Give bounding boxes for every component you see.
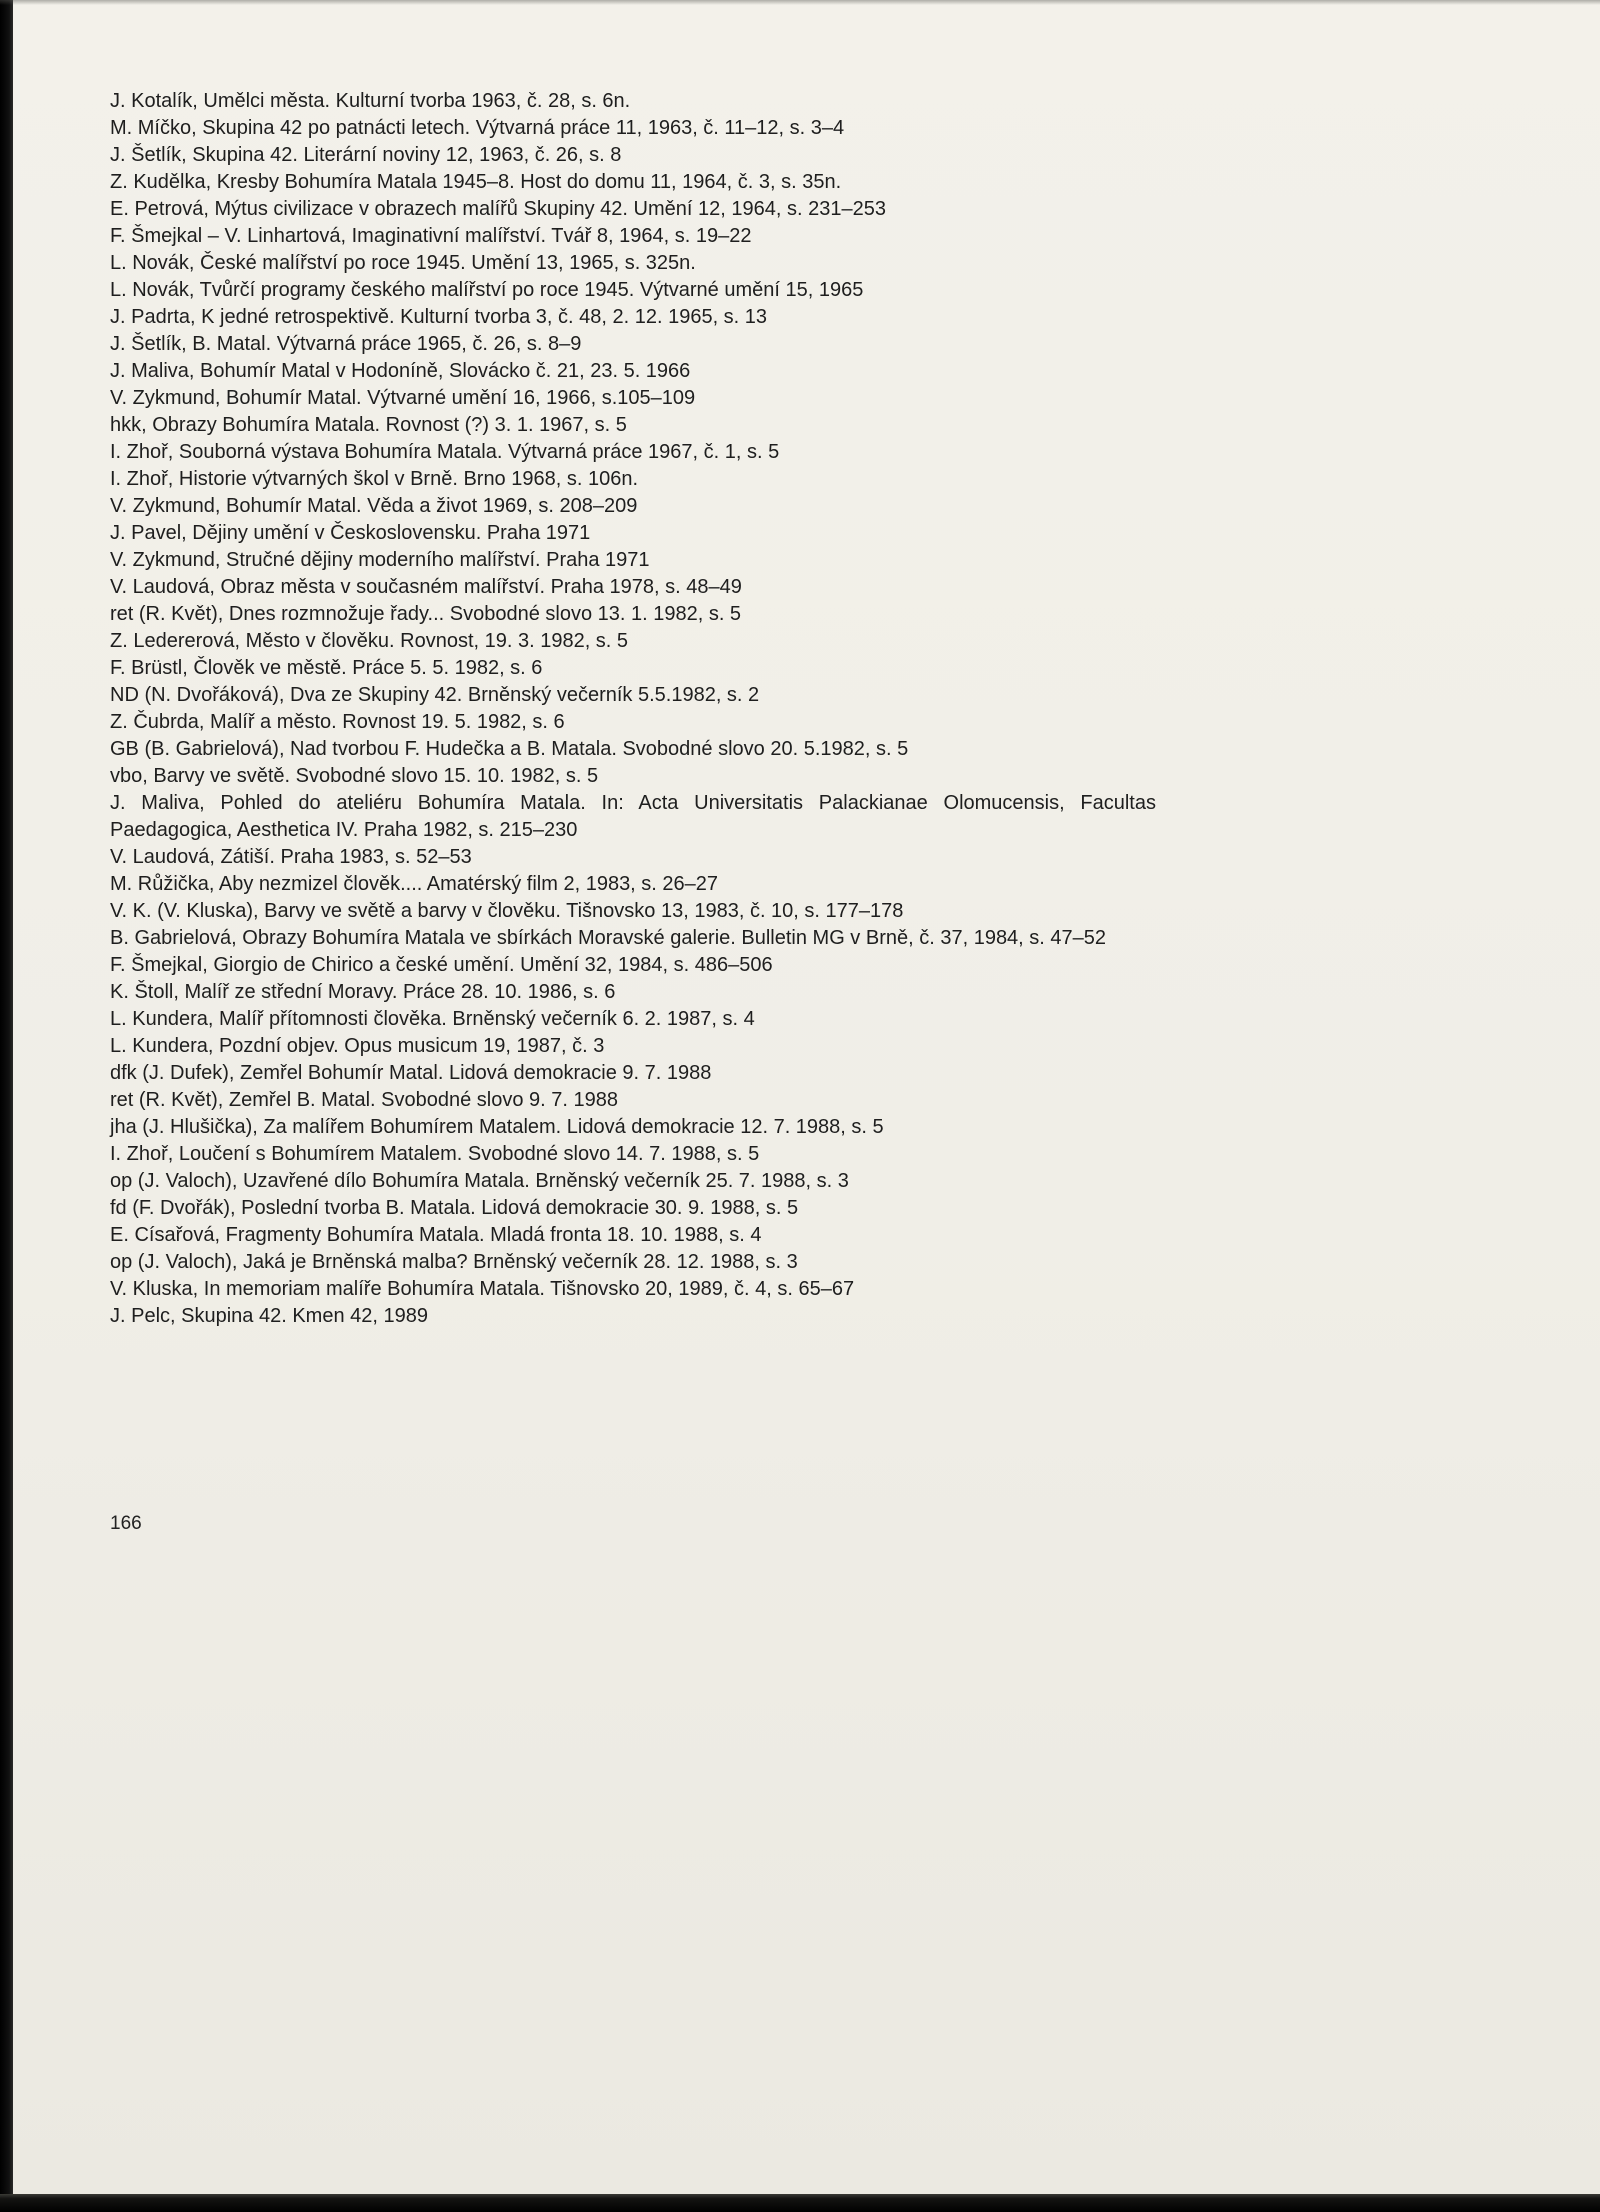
bibliography-entry: J. Padrta, K jedné retrospektivě. Kulturní tvorba 3, č. 48, 2. 12. 1965, s. 13 xyxy=(110,306,768,328)
bibliography-entry: M. Míčko, Skupina 42 po patnácti letech. Výtvarná práce 11, 1963, č. 11–12, s. 3–4 xyxy=(110,117,845,139)
bibliography-entry: I. Zhoř, Historie výtvarných škol v Brně. Brno 1968, s. 106n. xyxy=(110,468,639,490)
bibliography-entry: E. Petrová, Mýtus civilizace v obrazech malířů Skupiny 42. Umění 12, 1964, s. 231–253 xyxy=(110,198,886,220)
bibliography-entry: I. Zhoř, Souborná výstava Bohumíra Matala. Výtvarná práce 1967, č. 1, s. 5 xyxy=(110,441,780,463)
bibliography-entry: E. Císařová, Fragmenty Bohumíra Matala. Mladá fronta 18. 10. 1988, s. 4 xyxy=(110,1224,762,1246)
bibliography-entry: V. K. (V. Kluska), Barvy ve světě a barvy v člověku. Tišnovsko 13, 1983, č. 10, s. 177–178 xyxy=(110,900,904,922)
bibliography-entry: jha (J. Hlušička), Za malířem Bohumírem Matalem. Lidová demokracie 12. 7. 1988, s. 5 xyxy=(110,1116,884,1138)
scan-edge-top xyxy=(0,0,1600,5)
bibliography-entry: M. Růžička, Aby nezmizel člověk.... Amatérský film 2, 1983, s. 26–27 xyxy=(110,873,719,895)
bibliography-entry: op (J. Valoch), Jaká je Brněnská malba? Brněnský večerník 28. 12. 1988, s. 3 xyxy=(110,1251,798,1273)
bibliography-entry: J. Šetlík, B. Matal. Výtvarná práce 1965, č. 26, s. 8–9 xyxy=(110,333,582,355)
bibliography-entry: I. Zhoř, Loučení s Bohumírem Matalem. Svobodné slovo 14. 7. 1988, s. 5 xyxy=(110,1143,760,1165)
scan-edge-bottom xyxy=(0,2194,1600,2212)
bibliography-entry: hkk, Obrazy Bohumíra Matala. Rovnost (?) 3. 1. 1967, s. 5 xyxy=(110,414,627,436)
bibliography-entry: F. Brüstl, Člověk ve městě. Práce 5. 5. 1982, s. 6 xyxy=(110,657,543,679)
bibliography-entry: J. Šetlík, Skupina 42. Literární noviny 12, 1963, č. 26, s. 8 xyxy=(110,144,622,166)
scan-edge-left xyxy=(0,0,13,2212)
bibliography-entry: J. Maliva, Pohled do ateliéru Bohumíra Matala. In: Acta Universitatis Palackianae Olomucensis, Facultas Paedagogica, Aesthetica IV. Praha 1982, s. 215–230 xyxy=(110,792,1156,841)
bibliography-entry: J. Pelc, Skupina 42. Kmen 42, 1989 xyxy=(110,1305,428,1327)
bibliography-entry: L. Novák, České malířství po roce 1945. Umění 13, 1965, s. 325n. xyxy=(110,252,696,274)
bibliography-entry: V. Zykmund, Bohumír Matal. Věda a život 1969, s. 208–209 xyxy=(110,495,638,517)
bibliography-entry: Z. Čubrda, Malíř a město. Rovnost 19. 5. 1982, s. 6 xyxy=(110,711,565,733)
bibliography-entry: J. Kotalík, Umělci města. Kulturní tvorba 1963, č. 28, s. 6n. xyxy=(110,90,631,112)
bibliography-entry: ND (N. Dvořáková), Dva ze Skupiny 42. Brněnský večerník 5.5.1982, s. 2 xyxy=(110,684,760,706)
bibliography-entry: V. Laudová, Obraz města v současném malířství. Praha 1978, s. 48–49 xyxy=(110,576,742,598)
bibliography-entry: F. Šmejkal, Giorgio de Chirico a české umění. Umění 32, 1984, s. 486–506 xyxy=(110,954,773,976)
bibliography-entry: fd (F. Dvořák), Poslední tvorba B. Matala. Lidová demokracie 30. 9. 1988, s. 5 xyxy=(110,1197,799,1219)
bibliography-entry: L. Novák, Tvůrčí programy českého malířství po roce 1945. Výtvarné umění 15, 1965 xyxy=(110,279,864,301)
bibliography-entry: K. Štoll, Malíř ze střední Moravy. Práce 28. 10. 1986, s. 6 xyxy=(110,981,616,1003)
bibliography-entry: dfk (J. Dufek), Zemřel Bohumír Matal. Lidová demokracie 9. 7. 1988 xyxy=(110,1062,712,1084)
bibliography-entry: ret (R. Květ), Dnes rozmnožuje řady... Svobodné slovo 13. 1. 1982, s. 5 xyxy=(110,603,742,625)
bibliography-entry: J. Maliva, Bohumír Matal v Hodoníně, Slovácko č. 21, 23. 5. 1966 xyxy=(110,360,691,382)
bibliography-entry: ret (R. Květ), Zemřel B. Matal. Svobodné slovo 9. 7. 1988 xyxy=(110,1089,619,1111)
bibliography-entry: V. Zykmund, Stručné dějiny moderního malířství. Praha 1971 xyxy=(110,549,650,571)
bibliography-entry: V. Zykmund, Bohumír Matal. Výtvarné umění 16, 1966, s.105–109 xyxy=(110,387,696,409)
bibliography-list xyxy=(110,88,1156,1330)
bibliography-entry: B. Gabrielová, Obrazy Bohumíra Matala ve sbírkách Moravské galerie. Bulletin MG v Brně, č. 37, 1984, s. 47–52 xyxy=(110,927,1107,949)
bibliography-entry: Z. Ledererová, Město v člověku. Rovnost, 19. 3. 1982, s. 5 xyxy=(110,630,629,652)
bibliography-entry: F. Šmejkal – V. Linhartová, Imaginativní malířství. Tvář 8, 1964, s. 19–22 xyxy=(110,225,752,247)
bibliography-entry: L. Kundera, Pozdní objev. Opus musicum 19, 1987, č. 3 xyxy=(110,1035,605,1057)
page-number: 166 xyxy=(110,1513,142,1534)
bibliography-entry: GB (B. Gabrielová), Nad tvorbou F. Hudečka a B. Matala. Svobodné slovo 20. 5.1982, s. 5 xyxy=(110,738,909,760)
book-page xyxy=(13,0,1600,2194)
bibliography-entry: vbo, Barvy ve světě. Svobodné slovo 15. 10. 1982, s. 5 xyxy=(110,765,599,787)
bibliography-entry: V. Kluska, In memoriam malíře Bohumíra Matala. Tišnovsko 20, 1989, č. 4, s. 65–67 xyxy=(110,1278,855,1300)
bibliography-entry: Z. Kudělka, Kresby Bohumíra Matala 1945–8. Host do domu 11, 1964, č. 3, s. 35n. xyxy=(110,171,842,193)
bibliography-entry: V. Laudová, Zátiší. Praha 1983, s. 52–53 xyxy=(110,846,472,868)
bibliography-entry: L. Kundera, Malíř přítomnosti člověka. Brněnský večerník 6. 2. 1987, s. 4 xyxy=(110,1008,755,1030)
bibliography-entry: op (J. Valoch), Uzavřené dílo Bohumíra Matala. Brněnský večerník 25. 7. 1988, s. 3 xyxy=(110,1170,849,1192)
bibliography-entry: J. Pavel, Dějiny umění v Československu. Praha 1971 xyxy=(110,522,591,544)
